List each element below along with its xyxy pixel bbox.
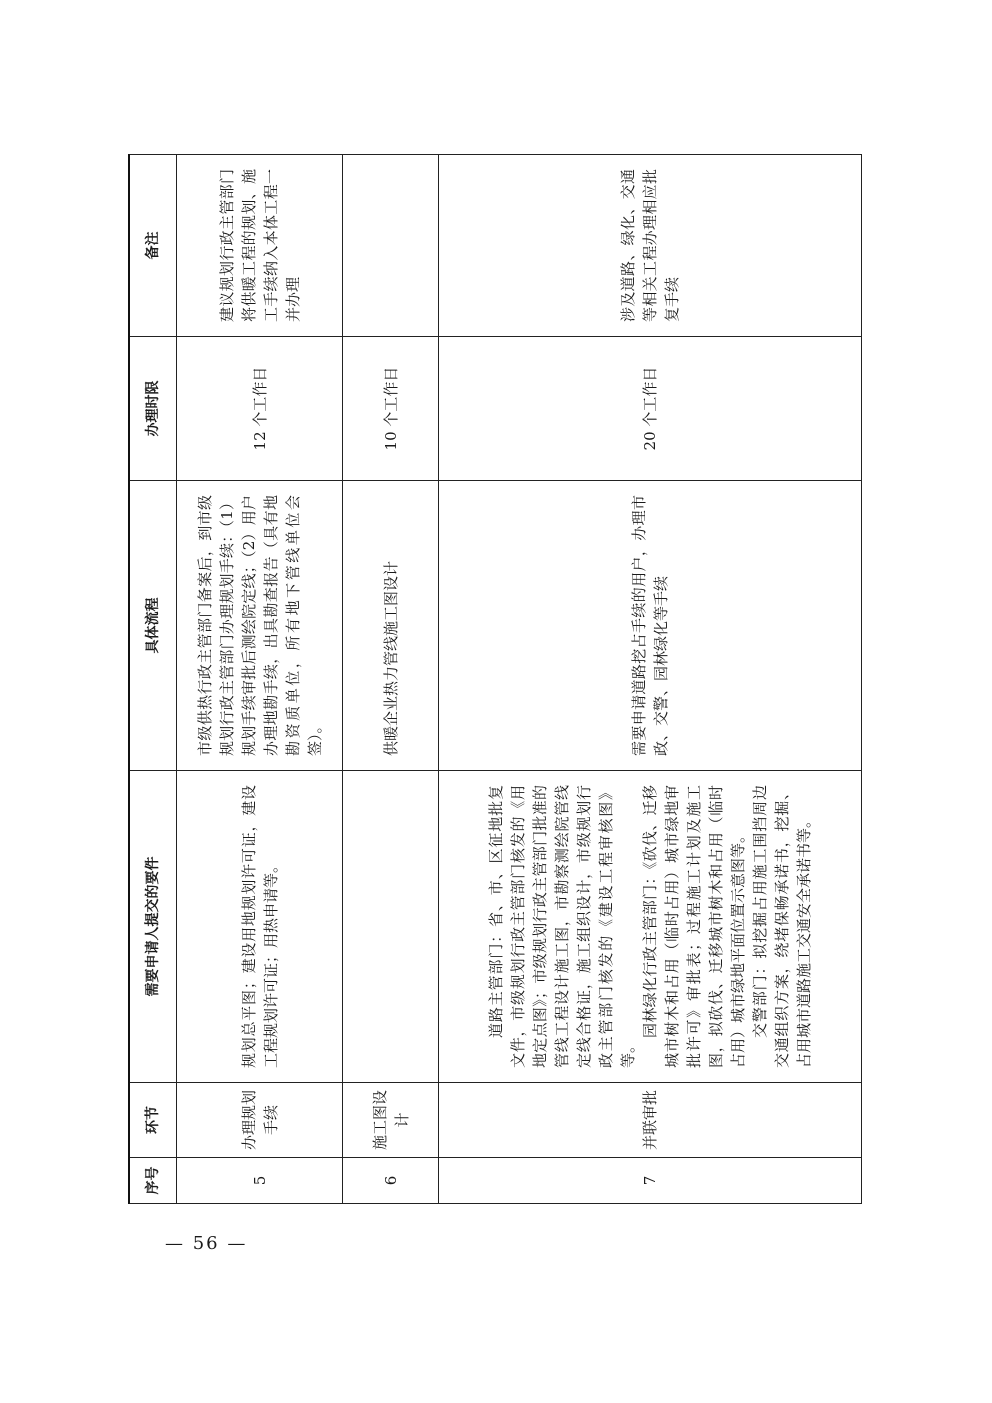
row-seq: 5 — [177, 1158, 343, 1204]
table-row — [177, 155, 343, 1204]
row-materials: 规划总平图；建设用地规划许可证，建设工程规划许可证；用热申请等。 — [177, 771, 343, 1083]
row-materials — [439, 771, 862, 1083]
row-remarks: 建议规划行政主管部门将供暖工程的规划、施工手续纳入本体工程一并办理 — [177, 155, 343, 337]
rotated-table-frame — [128, 155, 859, 1204]
row-remarks: 涉及道路、绿化、交通等相关工程办理相应批复手续 — [439, 155, 862, 337]
row-remarks — [343, 155, 439, 337]
approval-process-table — [128, 154, 862, 1204]
row-materials — [343, 771, 439, 1083]
row-stage: 施工图设计 — [343, 1083, 439, 1158]
row-process: 市级供热行政主管部门备案后，到市级规划行政主管部门办理规划手续：（1）规划手续审批后测绘院定线；（2）用户办理地勘手续，出具勘查报告（具有地勘资质单位，所有地下管线单位会签）。 — [177, 481, 343, 771]
materials-paragraph-road: 道路主管部门：省、市、区征地批复文件，市级规划行政主管部门核发的《用地定点图》；市级规划行政主管部门批准的管线工程设计施工图，市勘察测绘院管线定线合格证，施工组织设计，市级规划行政主管部门核发的《建设工程审核图》等。 — [487, 785, 637, 1068]
row-process: 供暖企业热力管线施工图设计 — [343, 481, 439, 771]
table-row — [343, 155, 439, 1204]
table-row — [439, 155, 862, 1204]
header-process: 具体流程 — [129, 481, 177, 771]
materials-paragraph-greening: 园林绿化行政主管部门：《砍伐、迁移城市树木和占用（临时占用）城市绿地审批许可》审批表；过程施工计划及施工图，拟砍伐、迁移城市树木和占用（临时占用）城市绿地平面位置示意图等。 — [641, 785, 747, 1068]
header-remarks: 备注 — [129, 155, 177, 337]
row-stage: 并联审批 — [439, 1083, 862, 1158]
row-seq: 6 — [343, 1158, 439, 1204]
table-header-row — [129, 155, 177, 1204]
header-seq: 序号 — [129, 1158, 177, 1204]
row-stage: 办理规划手续 — [177, 1083, 343, 1158]
row-time-limit: 12 个工作日 — [177, 337, 343, 481]
rotated-table-container — [128, 155, 859, 1204]
header-stage: 环节 — [129, 1083, 177, 1158]
row-seq: 7 — [439, 1158, 862, 1204]
row-process: 需要申请道路挖占手续的用户，办理市政、交警、园林绿化等手续 — [439, 481, 862, 771]
page-number: — 56 — — [165, 1233, 248, 1254]
header-materials: 需要申请人提交的要件 — [129, 771, 177, 1083]
header-time-limit: 办理时限 — [129, 337, 177, 481]
row-time-limit: 20 个工作日 — [439, 337, 862, 481]
materials-paragraph-traffic: 交警部门：拟挖掘占用施工围挡周边交通组织方案，绕堵保畅承诺书，挖掘、占用城市道路施工交通安全承诺书等。 — [751, 785, 813, 1068]
row-time-limit: 10 个工作日 — [343, 337, 439, 481]
